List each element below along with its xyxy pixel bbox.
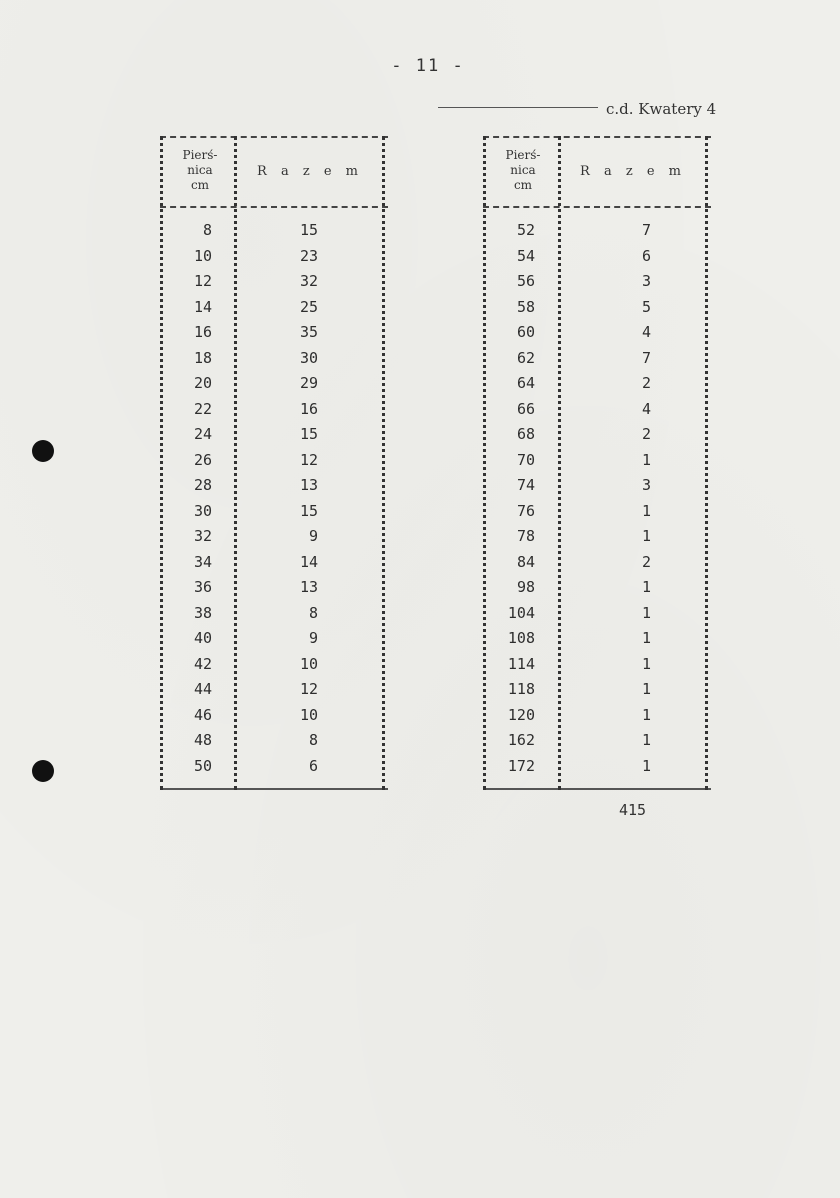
- piersnica-cell: 52: [516, 221, 535, 239]
- table-row: [483, 422, 711, 448]
- piersnica-cell: 48: [193, 731, 212, 749]
- table-top-rule: [483, 136, 711, 138]
- table-row: [483, 754, 711, 780]
- piersnica-cell: 56: [516, 272, 535, 290]
- left-table: [160, 136, 388, 790]
- piersnica-cell: 58: [516, 297, 535, 316]
- table-row: [483, 728, 711, 754]
- razem-cell: 1: [641, 527, 651, 545]
- razem-cell: 30: [299, 348, 318, 367]
- table-row: [483, 703, 711, 729]
- column-header-piersnica: Pierś- nica cm: [505, 148, 541, 192]
- piersnica-cell: 18: [193, 348, 212, 367]
- piersnica-cell: 16: [193, 323, 212, 341]
- razem-cell: 1: [641, 603, 651, 622]
- piersnica-cell: 50: [193, 756, 212, 775]
- table-row: [483, 652, 711, 678]
- piersnica-cell: 28: [193, 476, 212, 494]
- table-top-rule: [160, 136, 388, 138]
- razem-cell: 8: [308, 731, 318, 749]
- piersnica-cell: 40: [193, 629, 212, 647]
- razem-cell: 10: [299, 705, 318, 724]
- table-row: [483, 524, 711, 550]
- table-row: [160, 244, 388, 270]
- razem-cell: 2: [641, 425, 651, 443]
- piersnica-cell: 108: [507, 629, 535, 647]
- table-header-rule: [160, 206, 388, 208]
- table-row: [483, 218, 711, 244]
- razem-cell: 9: [308, 629, 318, 647]
- razem-cell: 1: [641, 756, 651, 775]
- piersnica-cell: 98: [516, 578, 535, 596]
- table-row: [483, 550, 711, 576]
- piersnica-cell: 70: [516, 450, 535, 469]
- table-row: [483, 601, 711, 627]
- table-row: [160, 218, 388, 244]
- table-row: [160, 448, 388, 474]
- razem-cell: 4: [641, 323, 651, 341]
- piersnica-cell: 54: [516, 246, 535, 265]
- piersnica-cell: 162: [507, 731, 535, 749]
- razem-cell: 32: [299, 272, 318, 290]
- table-row: [160, 575, 388, 601]
- razem-cell: 1: [641, 731, 651, 749]
- razem-cell: 5: [641, 297, 651, 316]
- piersnica-cell: 114: [507, 654, 535, 673]
- piersnica-cell: 84: [516, 552, 535, 571]
- column-header-razem: R a z e m: [580, 164, 686, 179]
- continuation-label: c.d. Kwatery 4: [606, 100, 717, 118]
- table-bottom-rule: [483, 788, 711, 790]
- table-row: [483, 244, 711, 270]
- razem-cell: 7: [641, 348, 651, 367]
- column-header-razem: R a z e m: [257, 164, 363, 179]
- razem-cell: 15: [299, 501, 318, 520]
- table-row: [160, 473, 388, 499]
- razem-cell: 23: [299, 246, 318, 265]
- punch-hole-lower: [32, 760, 54, 782]
- table-row: [160, 346, 388, 372]
- table-row: [483, 499, 711, 525]
- razem-cell: 2: [641, 374, 651, 392]
- table-row: [483, 677, 711, 703]
- piersnica-cell: 12: [193, 272, 212, 290]
- table-row: [483, 295, 711, 321]
- piersnica-cell: 44: [193, 680, 212, 698]
- piersnica-cell: 46: [193, 705, 212, 724]
- razem-cell: 6: [641, 246, 651, 265]
- piersnica-cell: 120: [507, 705, 535, 724]
- right-table: [483, 136, 711, 790]
- piersnica-cell: 62: [516, 348, 535, 367]
- table-row: [483, 397, 711, 423]
- razem-cell: 1: [641, 450, 651, 469]
- razem-cell: 14: [299, 552, 318, 571]
- table-row: [483, 473, 711, 499]
- table-row: [483, 448, 711, 474]
- piersnica-cell: 36: [193, 578, 212, 596]
- piersnica-cell: 32: [193, 527, 212, 545]
- razem-cell: 1: [641, 680, 651, 698]
- razem-cell: 3: [641, 476, 651, 494]
- piersnica-cell: 68: [516, 425, 535, 443]
- table-row: [160, 703, 388, 729]
- piersnica-cell: 66: [516, 399, 535, 418]
- column-header-piersnica: Pierś- nica cm: [182, 148, 218, 192]
- razem-cell: 3: [641, 272, 651, 290]
- razem-cell: 7: [641, 221, 651, 239]
- table-row: [160, 422, 388, 448]
- razem-cell: 13: [299, 476, 318, 494]
- table-row: [483, 269, 711, 295]
- razem-cell: 10: [299, 654, 318, 673]
- piersnica-cell: 64: [516, 374, 535, 392]
- table-row: [160, 397, 388, 423]
- piersnica-cell: 30: [193, 501, 212, 520]
- piersnica-cell: 118: [507, 680, 535, 698]
- table-row: [160, 371, 388, 397]
- piersnica-cell: 20: [193, 374, 212, 392]
- table-row: [483, 371, 711, 397]
- table-bottom-rule: [160, 788, 388, 790]
- piersnica-cell: 74: [516, 476, 535, 494]
- table-row: [483, 320, 711, 346]
- piersnica-cell: 10: [193, 246, 212, 265]
- razem-cell: 1: [641, 578, 651, 596]
- piersnica-cell: 76: [516, 501, 535, 520]
- header-rule: [438, 107, 598, 108]
- table-row: [160, 626, 388, 652]
- piersnica-cell: 78: [516, 527, 535, 545]
- razem-cell: 35: [299, 323, 318, 341]
- page-number: - 11 -: [391, 56, 465, 76]
- table-row: [160, 550, 388, 576]
- table-row: [160, 269, 388, 295]
- razem-cell: 1: [641, 629, 651, 647]
- table-row: [483, 575, 711, 601]
- razem-cell: 15: [299, 221, 318, 239]
- razem-cell: 25: [299, 297, 318, 316]
- razem-cell: 29: [299, 374, 318, 392]
- razem-cell: 12: [299, 680, 318, 698]
- table-row: [160, 728, 388, 754]
- table-row: [160, 499, 388, 525]
- table-row: [160, 652, 388, 678]
- table-row: [483, 626, 711, 652]
- razem-cell: 15: [299, 425, 318, 443]
- razem-cell: 4: [641, 399, 651, 418]
- table-row: [483, 346, 711, 372]
- table-header-rule: [483, 206, 711, 208]
- razem-cell: 1: [641, 654, 651, 673]
- piersnica-cell: 8: [202, 221, 212, 239]
- total-sum: 415: [619, 801, 647, 819]
- razem-cell: 2: [641, 552, 651, 571]
- piersnica-cell: 26: [193, 450, 212, 469]
- piersnica-cell: 34: [193, 552, 212, 571]
- table-row: [160, 524, 388, 550]
- piersnica-cell: 42: [193, 654, 212, 673]
- punch-hole-upper: [32, 440, 54, 462]
- razem-cell: 16: [299, 399, 318, 418]
- piersnica-cell: 104: [507, 603, 535, 622]
- razem-cell: 13: [299, 578, 318, 596]
- piersnica-cell: 24: [193, 425, 212, 443]
- piersnica-cell: 60: [516, 323, 535, 341]
- razem-cell: 12: [299, 450, 318, 469]
- table-row: [160, 320, 388, 346]
- piersnica-cell: 172: [507, 756, 535, 775]
- piersnica-cell: 22: [193, 399, 212, 418]
- piersnica-cell: 38: [193, 603, 212, 622]
- razem-cell: 9: [308, 527, 318, 545]
- razem-cell: 1: [641, 705, 651, 724]
- razem-cell: 6: [308, 756, 318, 775]
- razem-cell: 8: [308, 603, 318, 622]
- table-row: [160, 295, 388, 321]
- table-row: [160, 677, 388, 703]
- piersnica-cell: 14: [193, 297, 212, 316]
- razem-cell: 1: [641, 501, 651, 520]
- table-row: [160, 754, 388, 780]
- table-row: [160, 601, 388, 627]
